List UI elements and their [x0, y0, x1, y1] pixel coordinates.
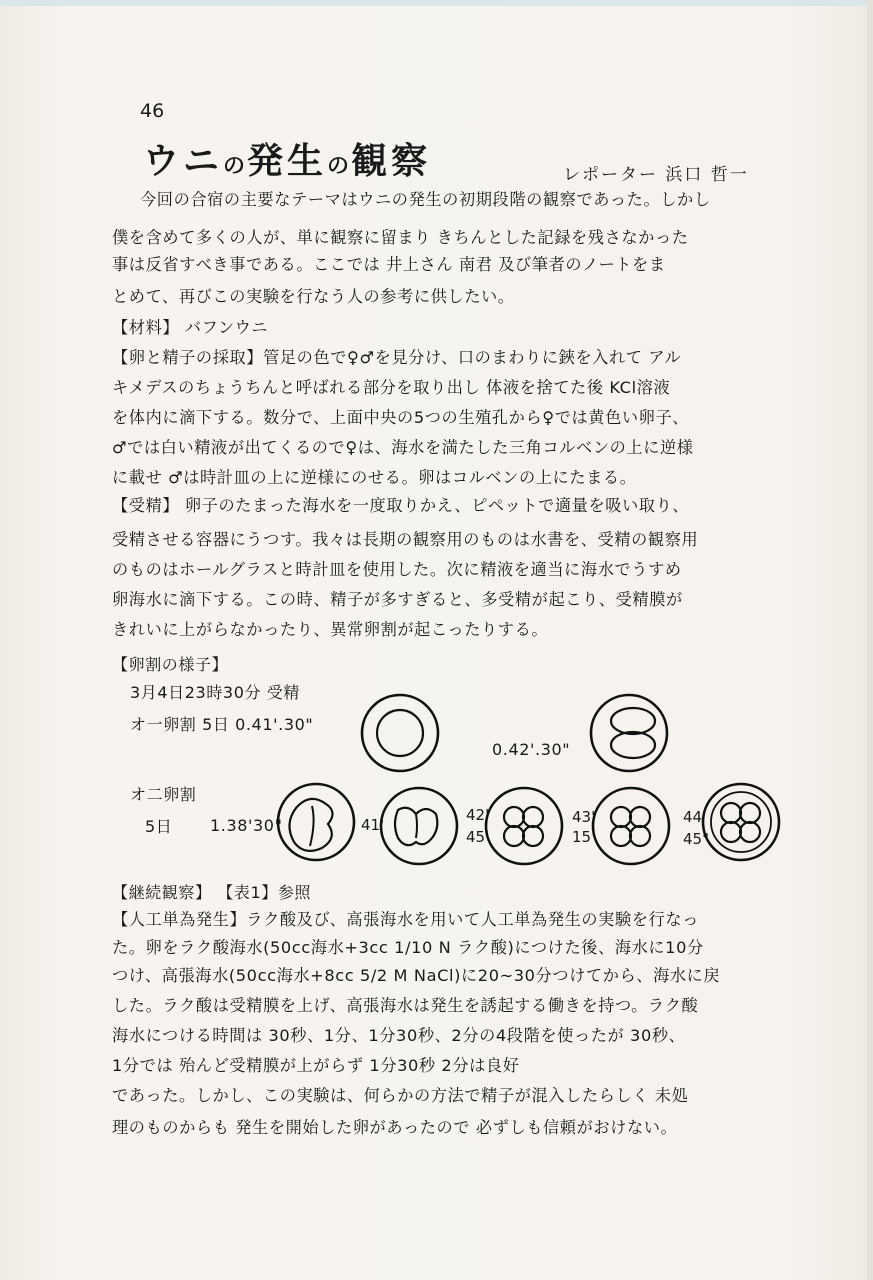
- second-cleavage-label: オ二卵割: [130, 785, 197, 804]
- title-part: 発生: [247, 141, 328, 182]
- body-line: きれいに上がらなかったり、異常卵割が起こったりする。: [112, 620, 549, 639]
- body-line: であった。しかし、この実験は、何らかの方法で精子が混入したらしく 未処: [112, 1086, 689, 1105]
- body-line: 卵海水に滴下する。この時、精子が多すぎると、多受精が起こり、受精膜が: [112, 590, 683, 609]
- body-line: のものはホールグラスと時計皿を使用した。次に精液を適当に海水でうすめ: [112, 560, 682, 579]
- page-number: 46: [140, 100, 165, 122]
- body-line: つけ、高張海水(50cc海水+8cc 5/2 M NaCl)に20~30分つけてから、海水に戻: [112, 966, 721, 985]
- egg-two-cell: [591, 695, 667, 771]
- body-line: 【受精】 卵子のたまった海水を一度取りかえ、ピペットで適量を吸い取り、: [112, 496, 690, 515]
- time-label: 41': [361, 816, 385, 834]
- second-cleavage-time: 1.38'30": [210, 816, 283, 835]
- title-part: ウニ: [143, 141, 224, 182]
- body-line: 今回の合宿の主要なテーマはウニの発生の初期段階の観察であった。しかし: [140, 190, 711, 209]
- body-line: ♂では白い精液が出てくるので♀は、海水を満たした三角コルベンの上に逆様: [112, 438, 694, 457]
- body-line: 1分では 殆んど受精膜が上がらず 1分30秒 2分は良好: [112, 1056, 520, 1075]
- body-line: 【卵と精子の採取】管足の色で♀♂を見分け、口のまわりに鋏を入れて アル: [112, 348, 682, 367]
- first-cleavage-label: オ一卵割 5日 0.41'.30": [130, 715, 314, 734]
- body-line: 【人工単為発生】ラク酸及び、高張海水を用いて人工単為発生の実験を行なっ: [112, 910, 699, 929]
- body-line: 受精させる容器にうつす。我々は長期の観察用のものは水書を、受精の観察用: [112, 530, 699, 549]
- body-line: 事は反省すべき事である。ここでは 井上さん 南君 及び筆者のノートをま: [112, 255, 666, 274]
- body-line: た。卵をラク酸海水(50cc海水+3cc 1/10 N ラク酸)につけた後、海水に10分: [112, 938, 704, 957]
- egg-one-cell: [362, 695, 438, 771]
- body-line: を体内に滴下する。数分で、上面中央の5つの生殖孔から♀では黄色い卵子、: [112, 408, 690, 427]
- title-particle: の: [223, 154, 248, 179]
- second-cleavage-day: 5日: [145, 817, 173, 836]
- egg-second-cleavage-5: [703, 784, 779, 860]
- body-line: キメデスのちょうちんと呼ばれる部分を取り出し 体液を捨てた後 KCl溶液: [112, 378, 671, 397]
- body-line: に載せ ♂は時計皿の上に逆様にのせる。卵はコルベンの上にたまる。: [112, 468, 637, 487]
- body-line: 理のものからも 発生を開始した卵があったので 必ずしも信頼がおけない。: [112, 1118, 678, 1137]
- time-label: 43': [572, 808, 596, 826]
- body-line: 海水につける時間は 30秒、1分、1分30秒、2分の4段階を使ったが 30秒、: [112, 1026, 686, 1045]
- time-label: 45": [683, 830, 709, 848]
- title-part: 観察: [351, 141, 432, 182]
- body-line: した。ラク酸は受精膜を上げ、高張海水は発生を誘起する働きを持つ。ラク酸: [112, 996, 699, 1015]
- time-label: 42': [466, 806, 490, 824]
- reporter-credit: レポーター 浜口 哲一: [563, 165, 749, 185]
- cleavage-heading: 【卵割の様子】: [112, 655, 229, 674]
- egg-second-cleavage-1: [278, 784, 354, 860]
- title-particle: の: [327, 154, 352, 179]
- first-cleavage-time2: 0.42'.30": [492, 740, 571, 759]
- egg-second-cleavage-3: [486, 788, 562, 864]
- time-label: 44': [683, 808, 707, 826]
- body-line: 僕を含めて多くの人が、単に観察に留まり きちんとした記録を残さなかった: [112, 228, 689, 247]
- continuous-observation: 【継続観察】 【表1】参照: [112, 883, 312, 902]
- material-line: 【材料】 バフンウニ: [112, 318, 269, 337]
- fertilization-time: 3月4日23時30分 受精: [130, 683, 300, 702]
- egg-second-cleavage-4: [593, 788, 669, 864]
- time-label: 15': [572, 828, 596, 846]
- egg-second-cleavage-2: [381, 788, 457, 864]
- time-label: 45': [466, 828, 490, 846]
- body-line: とめて、再びこの実験を行なう人の参考に供したい。: [112, 287, 515, 306]
